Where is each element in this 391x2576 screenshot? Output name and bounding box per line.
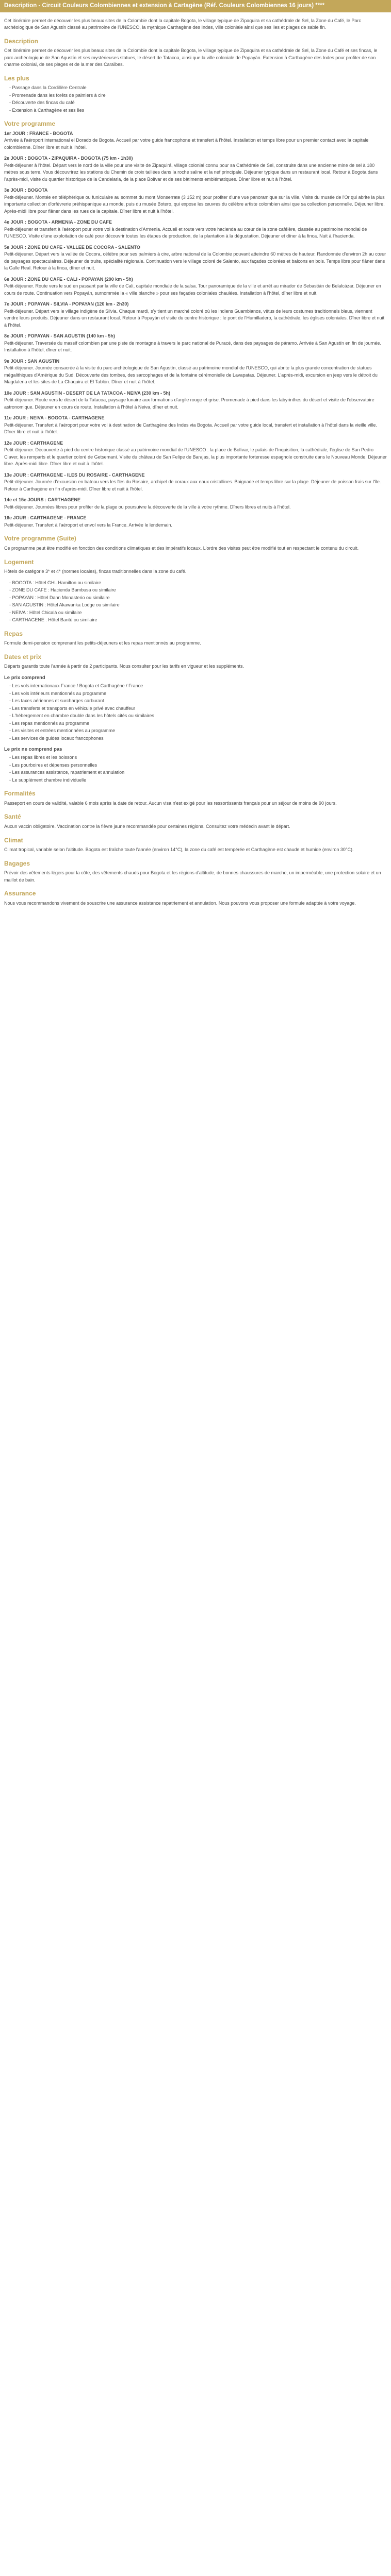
day-block	[4, 390, 387, 411]
description-text: Cet itinéraire permet de découvrir les plus beaux sites de la Colombie dont la capitale Bogota, le village typique de Zipaquira et sa cathédrale de Sel, la Zone du Café et ses fincas, le parc archéologique de San Agustín et ses mystérieuses statues, le désert de Tatacoa, ainsi que la ville coloniale de Popayán. Extension à Carthagène des Indes pour profiter de son charme colonial, de ses plages et de la mer des Caraïbes.	[4, 48, 378, 67]
day-text: Petit-déjeuner. Transfert à l'aéroport et envol vers la France. Arrivée le lendemain.	[4, 522, 172, 528]
notes-heading: Votre programme (Suite)	[4, 535, 76, 543]
day-block	[4, 440, 387, 468]
included-item: - Les transferts et transports en véhicule privé avec chauffeur	[9, 705, 387, 713]
day-text: Petit-déjeuner. Montée en téléphérique ou funiculaire au sommet du mont Monserrate (3 152 m) pour profiter d'une vue panoramique sur la ville. Visite du musée de l'Or qui abrite la plus importante collection d'orfèvrerie préhispanique au monde, puis du musée Botero, qui expose les œuvres du célèbre artiste colombien ainsi que sa collection personnelle. Déjeuner libre. Après-midi libre pour flâner dans les rues de la capitale. Dîner libre et nuit à l'hôtel.	[4, 194, 385, 214]
included-item: - L'hébergement en chambre double dans les hôtels cités ou similaires	[9, 713, 387, 720]
day-title: 5e JOUR : ZONE DU CAFE - VALLEE DE COCORA - SALENTO	[4, 244, 140, 250]
day-text: Petit-déjeuner. Traversée du massif colombien par une piste de montagne à travers le parc national de Puracé, dans des paysages de páramo. Arrivée à San Agustín en fin de journée. Installation à l'hôtel, dîner et nuit.	[4, 340, 381, 353]
health-text: Aucun vaccin obligatoire. Vaccination contre la fièvre jaune recommandée pour certaines régions. Consultez votre médecin avant le départ.	[4, 824, 290, 829]
not-included-list	[4, 754, 387, 784]
day-title: 8e JOUR : POPAYAN - SAN AGUSTIN (140 km - 5h)	[4, 333, 115, 339]
day-block	[4, 130, 387, 151]
lodging-item: - NEIVA : Hôtel Chicalá ou similaire	[9, 609, 387, 617]
highlight-item: - Passage dans la Cordillère Centrale	[9, 84, 387, 92]
lodging-text: Hôtels de catégorie 3* et 4* (normes locales), fincas traditionnelles dans la zone du café.	[4, 569, 187, 574]
not-included-item: - Les assurances assistance, rapatriement et annulation	[9, 769, 387, 776]
lodging-item: - POPAYAN : Hôtel Dann Monasterio ou similaire	[9, 595, 387, 602]
day-block	[4, 187, 387, 215]
health-heading: Santé	[4, 813, 21, 821]
day-block	[4, 415, 387, 436]
day-text: Arrivée à l'aéroport international el Dorado de Bogota. Accueil par votre guide francophone et transfert à l'hôtel. Installation et temps libre pour un premier contact avec la capitale colombienne. Dîner libre et nuit à l'hôtel.	[4, 138, 369, 150]
lodging-item: - BOGOTA : Hôtel GHL Hamilton ou similaire	[9, 580, 387, 587]
day-text: Petit-déjeuner. Route vers le sud en passant par la ville de Cali, capitale mondiale de la salsa. Tour panoramique de la ville et arrêt au mirador de Sebastián de Belalcázar. Déjeuner en cours de route. Continuation vers Popayán, surnommée la « ville blanche » pour ses façades coloniales chaulées. Installation à l'hôtel, dîner libre et nuit.	[4, 283, 381, 296]
day-title: 3e JOUR : BOGOTA	[4, 188, 48, 193]
highlight-item: - Extension à Carthagène et ses îles	[9, 107, 387, 114]
description-heading: Description	[4, 37, 39, 45]
itinerary-heading: Votre programme	[4, 120, 56, 128]
day-block	[4, 472, 387, 493]
lodging-item: - SAN AGUSTIN : Hôtel Akawanka Lodge ou similaire	[9, 602, 387, 609]
day-block	[4, 301, 387, 329]
not-included-item: - Les pourboires et dépenses personnelles	[9, 762, 387, 769]
day-title: 16e JOUR : CARTHAGENE - FRANCE	[4, 515, 87, 521]
climate-heading: Climat	[4, 836, 23, 844]
formalities-heading: Formalités	[4, 790, 36, 798]
day-title: 12e JOUR : CARTHAGENE	[4, 440, 63, 446]
highlights-heading: Les plus	[4, 74, 29, 82]
day-title: 10e JOUR : SAN AGUSTIN - DESERT DE LA TATACOA - NEIVA (230 km - 5h)	[4, 390, 171, 396]
included-item: - Les vols internationaux France / Bogota et Carthagène / France	[9, 683, 387, 690]
day-title: 1er JOUR : FRANCE - BOGOTA	[4, 130, 73, 136]
insurance-heading: Assurance	[4, 890, 36, 897]
highlights-list	[4, 84, 387, 114]
not-included-heading: Le prix ne comprend pas	[4, 747, 62, 753]
day-title: 2e JOUR : BOGOTA - ZIPAQUIRA - BOGOTA (75 km - 1h30)	[4, 156, 133, 161]
highlight-item: - Promenade dans les forêts de palmiers à cire	[9, 92, 387, 99]
luggage-heading: Bagages	[4, 859, 30, 867]
formalities-text: Passeport en cours de validité, valable 6 mois après la date de retour. Aucun visa n'est exigé pour les ressortissants français pour un séjour de moins de 90 jours.	[4, 800, 337, 806]
included-item: - Les services de guides locaux francophones	[9, 735, 387, 742]
day-block	[4, 219, 387, 240]
day-text: Petit-déjeuner. Départ vers la vallée de Cocora, célèbre pour ses palmiers à cire, arbre national de la Colombie pouvant atteindre 60 mètres de hauteur. Randonnée d'environ 2h au cœur de paysages spectaculaires. Déjeuner de truite, spécialité régionale. Continuation vers le village coloré de Salento, aux façades colorées et balcons en bois. Temps libre pour flâner dans la Calle Real. Retour à la finca, dîner et nuit.	[4, 251, 386, 271]
page-banner: Description - Circuit Couleurs Colombiennes et extension à Cartagène (Réf. Couleurs Colombiennes 16 jours) ****	[0, 0, 391, 12]
included-item: - Les repas mentionnés au programme	[9, 720, 387, 727]
day-title: 9e JOUR : SAN AGUSTIN	[4, 358, 60, 364]
day-block	[4, 358, 387, 386]
day-block	[4, 244, 387, 272]
dates-text: Départs garantis toute l'année à partir de 2 participants. Nous consulter pour les tarifs en vigueur et les suppléments.	[4, 664, 244, 669]
day-text: Petit-déjeuner. Journées libres pour profiter de la plage ou poursuivre la découverte de la ville à votre rythme. Dîners libres et nuits à l'hôtel.	[4, 504, 291, 510]
lodging-list	[4, 580, 387, 624]
notes-text: Ce programme peut être modifié en fonction des conditions climatiques et des impératifs locaux. L'ordre des visites peut être modifié tout en respectant le contenu du circuit.	[4, 546, 359, 551]
day-text: Petit-déjeuner. Découverte à pied du centre historique classé au patrimoine mondial de l'UNESCO : la place de Bolívar, le palais de l'Inquisition, la cathédrale, l'église de San Pedro Claver, les remparts et le quartier coloré de Getsemaní. Visite du château de San Felipe de Barajas, la plus importante forteresse espagnole construite dans le Nouveau Monde. Déjeuner libre. Après-midi libre. Dîner libre et nuit à l'hôtel.	[4, 447, 387, 467]
day-block	[4, 276, 387, 297]
dates-heading: Dates et prix	[4, 653, 42, 660]
included-item: - Les taxes aériennes et surcharges carburant	[9, 698, 387, 705]
included-item: - Les vols intérieurs mentionnés au programme	[9, 690, 387, 698]
included-list	[4, 683, 387, 742]
day-block	[4, 515, 387, 529]
day-text: Petit-déjeuner à l'hôtel. Départ vers le nord de la ville pour une visite de Zipaquirá, village colonial connu pour sa Cathédrale de Sel, construite dans une ancienne mine de sel à 180 mètres sous terre. Vous découvrirez les stations du Chemin de croix taillées dans la roche saline et la nef principale. Déjeuner typique dans un restaurant local. Retour à Bogota dans l'après-midi, visite du quartier historique de la Candelaria, de la place Bolívar et de ses bâtiments emblématiques. Dîner libre et nuit à l'hôtel.	[4, 162, 378, 182]
not-included-item: - Le supplément chambre individuelle	[9, 777, 387, 784]
climate-text: Climat tropical, variable selon l'altitude. Bogota est fraîche toute l'année (environ 14°C), la zone du café est tempérée et Carthagène est chaude et humide (environ 30°C).	[4, 847, 354, 853]
lodging-item: - CARTHAGENE : Hôtel Bantú ou similaire	[9, 617, 387, 624]
luggage-text: Prévoir des vêtements légers pour la côte, des vêtements chauds pour Bogota et les régions d'altitude, de bonnes chaussures de marche, un imperméable, une protection solaire et un maillot de bain.	[4, 870, 381, 883]
day-text: Petit-déjeuner. Journée d'excursion en bateau vers les îles du Rosaire, archipel de coraux aux eaux cristallines. Baignade et temps libre sur la plage. Déjeuner de poisson frais sur l'île. Retour à Carthagène en fin d'après-midi. Dîner libre et nuit à l'hôtel.	[4, 479, 381, 492]
day-title: 6e JOUR : ZONE DU CAFE - CALI - POPAYAN (290 km - 5h)	[4, 276, 133, 282]
day-title: 14e et 15e JOURS : CARTHAGENE	[4, 497, 81, 503]
day-text: Petit-déjeuner. Transfert à l'aéroport pour votre vol à destination de Carthagène des Indes via Bogota. Accueil par votre guide local, transfert et installation à l'hôtel dans la vieille ville. Dîner libre et nuit à l'hôtel.	[4, 422, 377, 435]
included-item: - Les visites et entrées mentionnées au programme	[9, 727, 387, 735]
lodging-item: - ZONE DU CAFE : Hacienda Bambusa ou similaire	[9, 587, 387, 594]
day-text: Petit-déjeuner. Départ vers le village indigène de Silvia. Chaque mardi, s'y tient un marché coloré où les indiens Guambianos, vêtus de leurs costumes traditionnels bleus, viennent vendre leurs produits. Déjeuner dans un restaurant local. Retour à Popayán et visite du centre historique : le pont de l'Humilladero, la cathédrale, les églises coloniales. Dîner libre et nuit à l'hôtel.	[4, 308, 385, 328]
day-text: Petit-déjeuner. Journée consacrée à la visite du parc archéologique de San Agustín, classé au patrimoine mondial de l'UNESCO, qui abrite la plus grande concentration de statues mégalithiques d'Amérique du Sud. Découverte des tombes, des sarcophages et de la fontaine cérémonielle de Lavapatas. Déjeuner. L'après-midi, excursion en jeep vers le détroit du Magdalena et les sites de La Chaquira et El Tablón. Dîner et nuit à l'hôtel.	[4, 365, 378, 385]
day-block	[4, 497, 387, 511]
day-title: 4e JOUR : BOGOTA - ARMENIA - ZONE DU CAFE	[4, 219, 112, 225]
day-title: 11e JOUR : NEIVA - BOGOTA - CARTHAGENE	[4, 415, 105, 421]
day-title: 13e JOUR : CARTHAGENE - ILES DU ROSAIRE - CARTHAGENE	[4, 472, 145, 478]
day-title: 7e JOUR : POPAYAN - SILVIA - POPAYAN (120 km - 2h30)	[4, 301, 129, 307]
highlight-item: - Découverte des fincas du café	[9, 99, 387, 107]
day-block	[4, 333, 387, 354]
meals-text: Formule demi-pension comprenant les petits-déjeuners et les repas mentionnés au programme.	[4, 640, 201, 646]
day-text: Petit-déjeuner. Route vers le désert de la Tatacoa, paysage lunaire aux formations d'argile rouge et grise. Promenade à pied dans les labyrinthes du désert et visite de l'observatoire astronomique. Déjeuner en cours de route. Installation à l'hôtel à Neiva, dîner et nuit.	[4, 397, 374, 410]
not-included-item: - Les repas libres et les boissons	[9, 754, 387, 761]
lodging-heading: Logement	[4, 558, 34, 566]
day-block	[4, 155, 387, 183]
page	[0, 0, 391, 921]
insurance-text: Nous vous recommandons vivement de souscrire une assurance assistance rapatriement et annulation. Nous pouvons vous proposer une formule adaptée à votre voyage.	[4, 900, 356, 906]
intro-text: Cet itinéraire permet de découvrir les plus beaux sites de la Colombie dont la capitale Bogota, le village typique de Zipaquira et sa cathédrale de Sel, la Zone du Café, le Parc archéologique de San Agustín classé au patrimoine de l'UNESCO, la mythique Carthagène des Indes, ville coloniale ainsi que ses iles et plages de sable fin.	[4, 18, 361, 30]
meals-heading: Repas	[4, 630, 23, 637]
included-heading: Le prix comprend	[4, 674, 45, 681]
day-text: Petit-déjeuner et transfert à l'aéroport pour votre vol à destination d'Armenia. Accueil et route vers votre hacienda au cœur de la zone caféière, classée au patrimoine mondial de l'UNESCO. Visite d'une exploitation de café pour découvrir toutes les étapes de production, de la plantation à la dégustation. Déjeuner et dîner à la finca. Nuit à l'hacienda.	[4, 226, 367, 239]
